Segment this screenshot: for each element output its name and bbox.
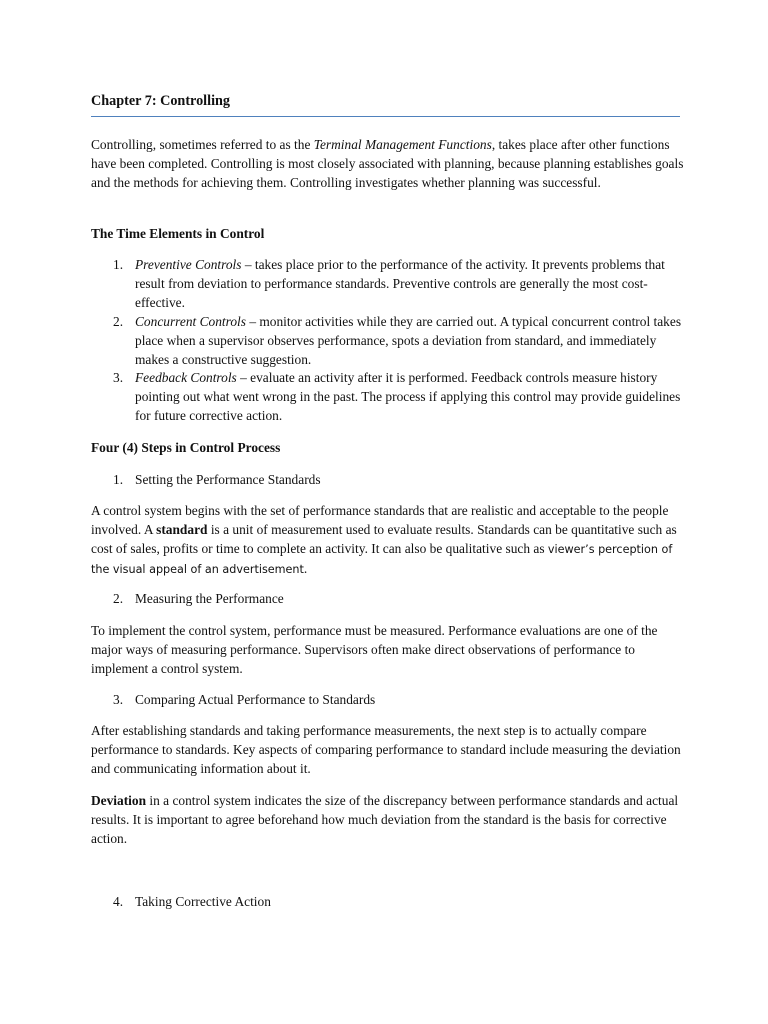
intro-text-end: , takes place after other functions have been completed. Controlling is most closely associated with planning, because planning establishes goals and the methods for achieving them. Controlling investigates whether planning was successful. [91, 137, 684, 190]
chapter-title: Chapter 7: Controlling [91, 93, 230, 109]
list-item [113, 368, 683, 425]
standards-text-start: A control system begins with the set of performance standards that are realistic and acceptable to the people involved. A [91, 503, 669, 537]
step-number: 4. [113, 894, 124, 909]
step-item [113, 470, 683, 489]
deviation-term: Deviation [91, 793, 147, 808]
list-number: 2. [113, 314, 124, 329]
list-item-desc: – evaluate an activity after it is performed. Feedback controls measure history pointing out what went wrong in the past. The process if applying this control may provide guidelines for future corrective action. [135, 370, 681, 423]
list-item-text [135, 368, 683, 425]
step-number: 3. [113, 692, 124, 707]
deviation-text: in a control system indicates the size of the discrepancy between performance standards and actual results. It is important to agree beforehand how much deviation from the standard is the basis for corrective action. [91, 793, 679, 846]
list-item [113, 312, 683, 369]
standard-term: standard [156, 522, 208, 537]
step-label: Comparing Actual Performance to Standards [135, 692, 376, 707]
time-elements-heading: The Time Elements in Control [91, 226, 265, 241]
step-label: Taking Corrective Action [135, 894, 271, 909]
intro-paragraph [91, 135, 691, 192]
step-label: Measuring the Performance [135, 591, 284, 606]
comparing-paragraph: After establishing standards and taking performance measurements, the next step is to actually compare performance to standards. Key aspects of comparing performance to standard include measuring the deviation and communicating information about it. [91, 723, 681, 776]
intro-term: Terminal Management Functions [313, 137, 492, 152]
standards-example: viewer’s perception of the visual appeal of an advertisement [91, 543, 673, 576]
step-label: Setting the Performance Standards [135, 472, 321, 487]
title-divider [91, 116, 680, 117]
standards-text-mid: is a unit of measurement used to evaluate results. Standards can be quantitative such as cost of sales, profits or time to complete an activity. It can also be qualitative such as [91, 522, 677, 556]
standards-text-end: . [303, 561, 308, 576]
list-item-term: Feedback Controls [135, 370, 237, 385]
standards-paragraph [91, 501, 691, 579]
step-number: 1. [113, 472, 124, 487]
list-item-desc: – takes place prior to the performance of the activity. It prevents problems that result from deviation to performance standards. Preventive controls are generally the most cost-effective. [135, 257, 665, 310]
list-item [113, 255, 683, 312]
deviation-paragraph [91, 791, 691, 848]
list-number: 1. [113, 257, 124, 272]
list-item-term: Concurrent Controls [135, 314, 246, 329]
steps-heading: Four (4) Steps in Control Process [91, 440, 281, 455]
list-item-term: Preventive Controls [135, 257, 242, 272]
list-number: 3. [113, 370, 124, 385]
step-item [113, 892, 683, 911]
list-item-text [135, 255, 683, 312]
step-item [113, 690, 683, 709]
measuring-paragraph: To implement the control system, performance must be measured. Performance evaluations are one of the major ways of measuring performance. Supervisors often make direct observations of performance to implement a control system. [91, 623, 658, 676]
step-number: 2. [113, 591, 124, 606]
step-item [113, 589, 683, 608]
list-item-text [135, 312, 683, 369]
list-item-desc: – monitor activities while they are carried out. A typical concurrent control takes place when a supervisor observes performance, spots a deviation from standard, and immediately makes a constructive suggestion. [135, 314, 682, 367]
intro-text-start: Controlling, sometimes referred to as the [91, 137, 314, 152]
